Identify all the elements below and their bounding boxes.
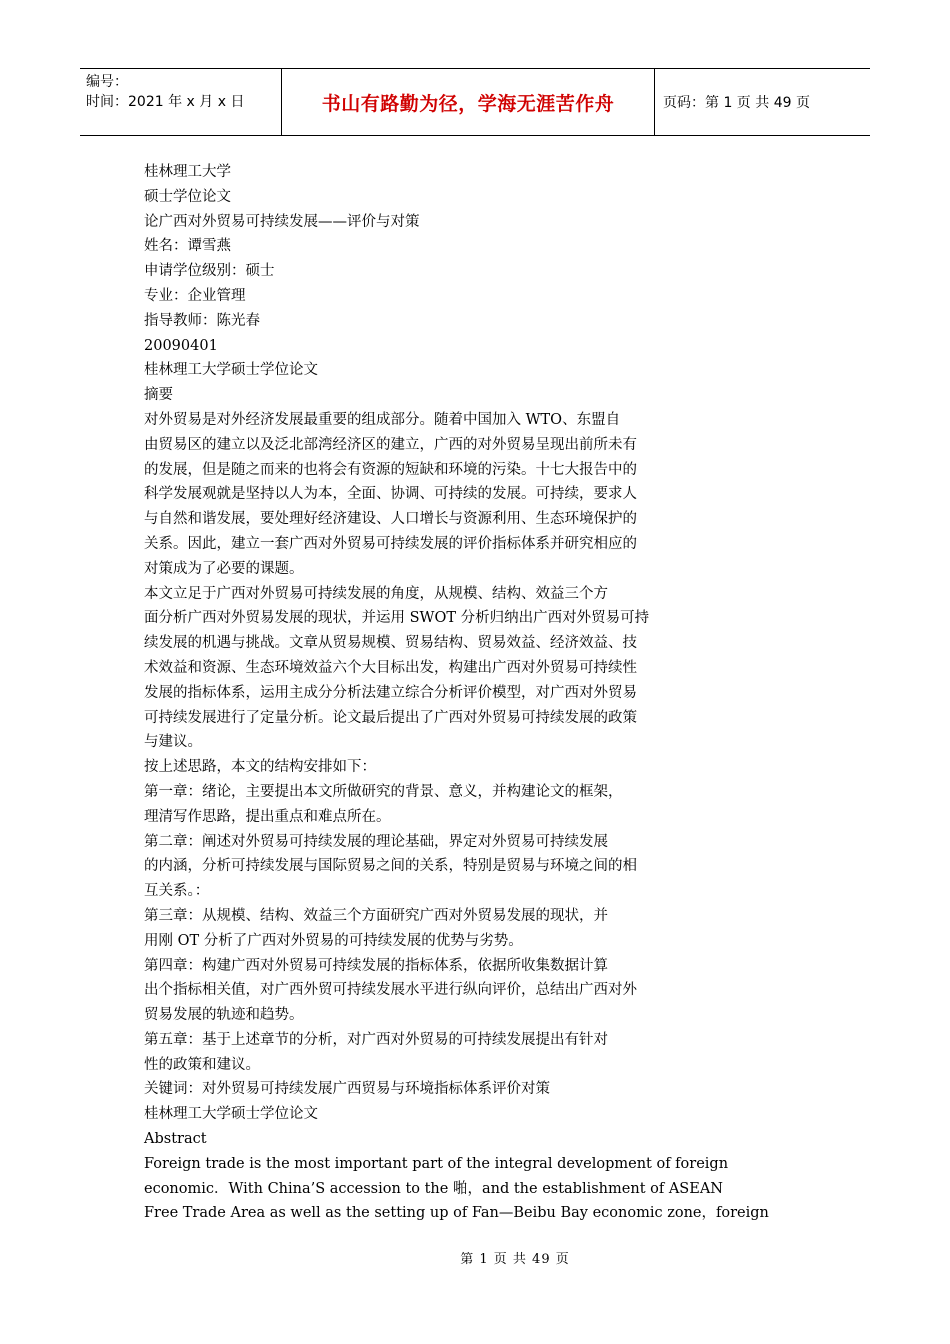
header-motto-cell [282, 69, 655, 135]
text-line: 申请学位级别：硕士 [144, 263, 275, 280]
motto-text: 书山有路勤为径，学海无涯苦作舟 [321, 92, 615, 115]
text-line: 对外贸易是对外经济发展最重要的组成部分。随着中国加入 WTO、东盟自 [144, 411, 621, 428]
page-footer [0, 1248, 950, 1267]
text-line: 20090401 [144, 337, 218, 354]
text-line: 贸易发展的轨迹和趋势。 [144, 1007, 304, 1024]
text-line: 出个指标相关值，对广西外贸可持续发展水平进行纵向评价，总结出广西对外 [144, 982, 637, 999]
text-line: 的发展，但是随之而来的也将会有资源的短缺和环境的污染。十七大报告中的 [144, 461, 637, 478]
footer-page-number: 第 1 页 共 49 页 [460, 1252, 570, 1267]
text-line: Abstract [144, 1131, 207, 1148]
text-line: 互关系。： [144, 883, 210, 900]
text-line: 第二章：阐述对外贸易可持续发展的理论基础，界定对外贸易可持续发展 [144, 833, 608, 850]
text-line: 由贸易区的建立以及泛北部湾经济区的建立，广西的对外贸易呈现出前所未有 [144, 436, 637, 453]
text-line: 论广西对外贸易可持续发展——评价与对策 [144, 213, 420, 230]
page-info: 页码：第 1 页 共 49 页 [663, 95, 810, 111]
text-line: 按上述思路，本文的结构安排如下： [144, 759, 376, 776]
header-page-cell [655, 69, 870, 135]
text-line: 桂林理工大学硕士学位论文 [144, 362, 318, 379]
text-line: 桂林理工大学 [144, 164, 231, 180]
text-line: 发展的指标体系，运用主成分分析法建立综合分析评价模型，对广西对外贸易 [144, 684, 637, 701]
text-line: Foreign trade is the most important part of the integral development of foreign [144, 1155, 729, 1172]
text-line: 术效益和资源、生态环境效益六个大目标出发，构建出广西对外贸易可持续性 [144, 659, 637, 676]
text-line: 指导教师：陈光春 [144, 312, 260, 329]
text-line: 关键词：对外贸易可持续发展广西贸易与环境指标体系评价对策 [144, 1081, 550, 1098]
text-line: Free Trade Area as well as the setting up of Fan—Beibu Bay economic zone，foreign [144, 1205, 769, 1222]
text-line: 专业：企业管理 [144, 287, 246, 304]
time-label: 时间：2021 年 x 月 x 日 [86, 94, 245, 110]
text-line: 科学发展观就是坚持以人为本，全面、协调、可持续的发展。可持续，要求人 [144, 486, 637, 503]
text-line: 第一章：绪论，主要提出本文所做研究的背景、意义，并构建论文的框架， [144, 783, 623, 800]
text-line: 第四章：构建广西对外贸易可持续发展的指标体系，依据所收集数据计算 [144, 957, 608, 974]
text-line: 硕士学位论文 [144, 188, 231, 205]
number-label: 编号： [86, 74, 128, 90]
document-body [144, 160, 769, 1226]
text-line: 本文立足于广西对外贸易可持续发展的角度，从规模、结构、效益三个方 [144, 585, 608, 602]
text-line: 面分析广西对外贸易发展的现状，并运用 SWOT 分析归纳出广西对外贸易可持 [144, 610, 650, 627]
text-line: 关系。因此，建立一套广西对外贸易可持续发展的评价指标体系并研究相应的 [144, 535, 637, 552]
text-line: 可持续发展进行了定量分析。论文最后提出了广西对外贸易可持续发展的政策 [144, 709, 637, 726]
text-line: 理清写作思路，提出重点和难点所在。 [144, 808, 391, 825]
text-line: 第三章：从规模、结构、效益三个方面研究广西对外贸易发展的现状，并 [144, 907, 608, 924]
text-line: 的内涵，分析可持续发展与国际贸易之间的关系，特别是贸易与环境之间的相 [144, 858, 637, 875]
text-line: 摘要 [144, 387, 173, 404]
text-line: 对策成为了必要的课题。 [144, 560, 304, 577]
text-line: 姓名：谭雪燕 [144, 238, 231, 255]
text-line: 第五章：基于上述章节的分析，对广西对外贸易的可持续发展提出有针对 [144, 1031, 608, 1048]
text-line: 与建议。 [144, 734, 202, 751]
header-table [80, 68, 870, 136]
text-line: 续发展的机遇与挑战。文章从贸易规模、贸易结构、贸易效益、经济效益、技 [144, 635, 637, 652]
text-line: 桂林理工大学硕士学位论文 [144, 1106, 318, 1123]
text-line: economic．With China’S accession to the 啪，and the establishment of ASEAN [144, 1180, 723, 1197]
header-meta-cell [80, 69, 282, 135]
text-line: 与自然和谐发展，要处理好经济建设、人口增长与资源利用、生态环境保护的 [144, 511, 637, 528]
text-line: 性的政策和建议。 [144, 1056, 260, 1073]
text-line: 用刚 OT 分析了广西对外贸易的可持续发展的优势与劣势。 [144, 932, 523, 949]
